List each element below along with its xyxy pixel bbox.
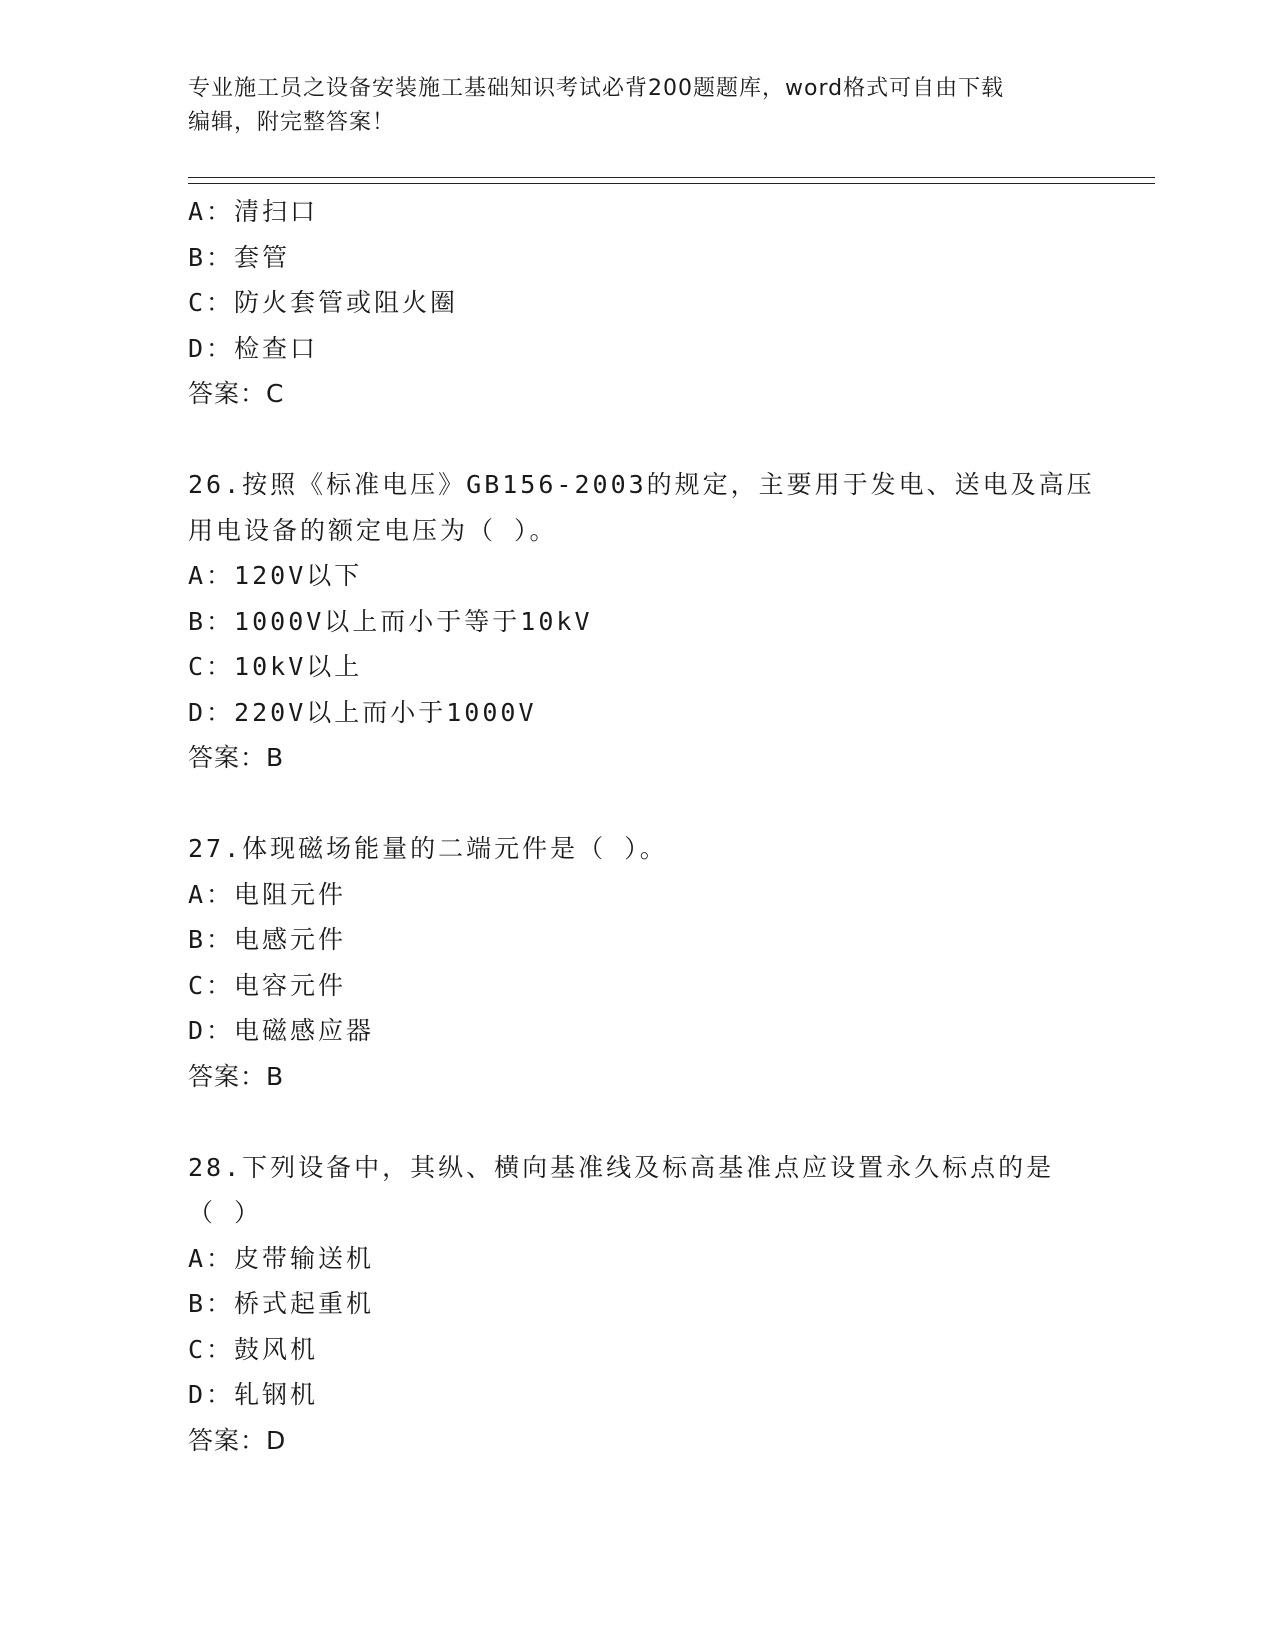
header-title-line-2: 编辑，附完整答案！: [188, 110, 396, 135]
option-d: D：220V以上而小于1000V: [188, 697, 537, 727]
option-b: B：1000V以上而小于等于10kV: [188, 606, 593, 636]
option-c: C：防火套管或阻火圈: [188, 288, 459, 317]
header-divider-top: [188, 177, 1155, 178]
header-title-line-1: 专业施工员之设备安装施工基础知识考试必背200题题库，word格式可自由下载: [188, 76, 1005, 101]
option-c: C：鼓风机: [188, 1334, 319, 1364]
spacer: [188, 417, 1108, 463]
option-d: D：电磁感应器: [188, 1016, 375, 1045]
question-27: [188, 826, 1108, 1099]
question-list: [188, 189, 1108, 1463]
option-b: B：套管: [188, 242, 291, 272]
option-d: D：检查口: [188, 333, 319, 363]
spacer: [188, 1099, 1108, 1145]
question-stem-line-2: 用电设备的额定电压为（ ）。: [188, 515, 558, 545]
question-25-continuation: [188, 189, 1108, 417]
document-header: [188, 72, 1088, 140]
option-a: A：电阻元件: [188, 879, 347, 909]
question-stem-line-2: （ ）: [188, 1198, 263, 1227]
question-26: [188, 462, 1108, 781]
spacer: [188, 781, 1108, 827]
question-stem-line-1: 27.体现磁场能量的二端元件是（ ）。: [188, 834, 668, 863]
option-a: A：120V以下: [188, 561, 363, 590]
answer-line: 答案：C: [188, 379, 285, 408]
question-28: [188, 1145, 1108, 1464]
question-stem-line-1: 26.按照《标准电压》GB156-2003的规定，主要用于发电、送电及高压: [188, 470, 1095, 499]
option-a: A：清扫口: [188, 197, 319, 226]
option-c: C：电容元件: [188, 970, 347, 1000]
answer-line: 答案：B: [188, 743, 285, 772]
option-b: B：桥式起重机: [188, 1289, 375, 1318]
option-b: B：电感元件: [188, 925, 347, 954]
answer-line: 答案：D: [188, 1425, 287, 1455]
option-d: D：轧钢机: [188, 1380, 319, 1409]
question-stem-line-1: 28.下列设备中，其纵、横向基准线及标高基准点应设置永久标点的是: [188, 1152, 1055, 1182]
option-a: A：皮带输送机: [188, 1243, 375, 1273]
answer-line: 答案：B: [188, 1061, 285, 1091]
option-c: C：10kV以上: [188, 652, 363, 681]
header-divider-bottom: [188, 183, 1155, 184]
